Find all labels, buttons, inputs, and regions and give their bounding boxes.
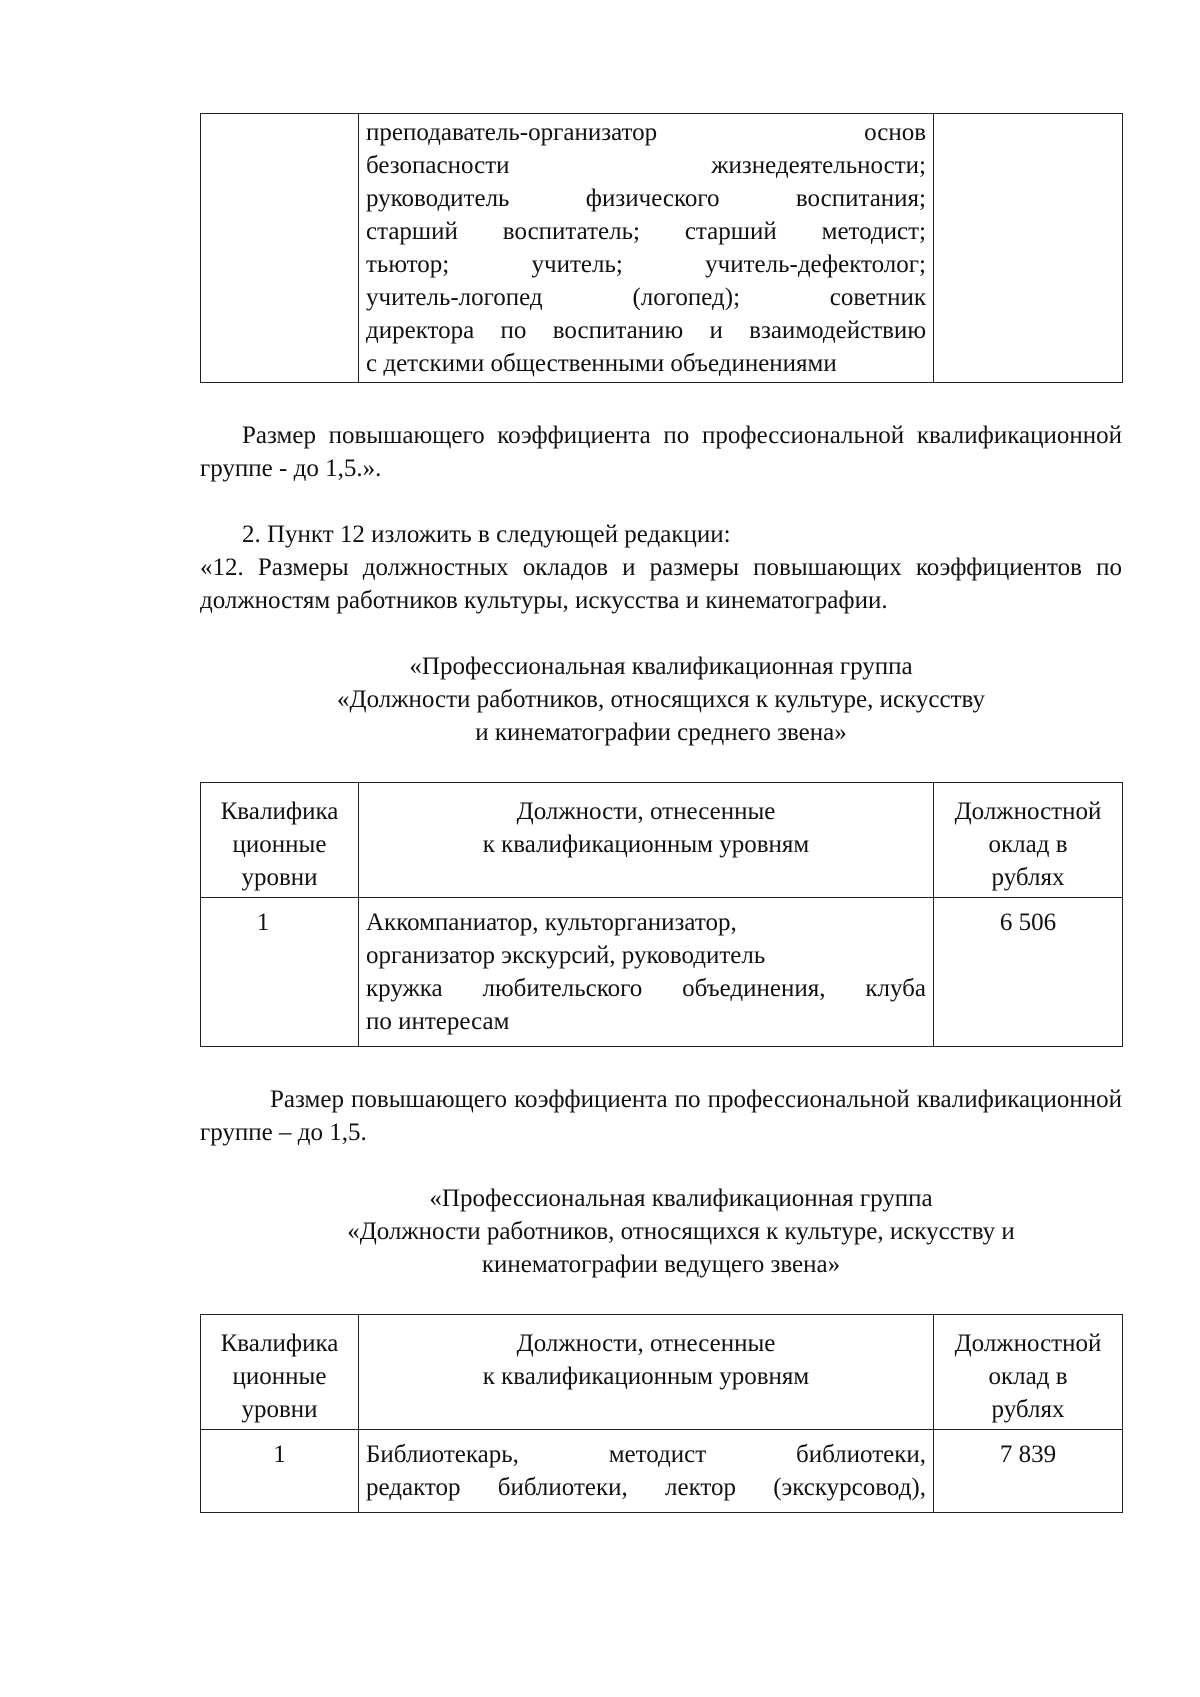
document-page <box>200 113 1122 1513</box>
header-salary: Должностной оклад в рублях <box>934 783 1123 898</box>
text-line: старший воспитатель; старший методист; <box>366 218 926 245</box>
coefficient-paragraph: Размер повышающего коэффициента по профессиональной квалификационной группе – до 1,5. <box>200 1086 1122 1146</box>
positions-value: Аккомпаниатор, культорганизатор, организатор экскурсий, руководитель кружка любительского объединения, клуба по интересам <box>359 898 934 1047</box>
group-title-line: «Должности работников, относящихся к культуре, искусству <box>337 686 985 713</box>
positions-cell <box>359 114 934 383</box>
salary-value: 7 839 <box>934 1430 1123 1513</box>
header-level: Квалифика ционные уровни <box>201 1315 359 1430</box>
salary-table-middle <box>200 782 1123 1047</box>
header-level: Квалифика ционные уровни <box>201 783 359 898</box>
group-title-middle <box>200 650 1122 749</box>
group-title-line: «Профессиональная квалификационная группа <box>429 1185 933 1212</box>
group-title-line: «Должности работников, относящихся к культуре, искусству и <box>347 1218 1015 1245</box>
item-heading: 2. Пункт 12 изложить в следующей редакции: <box>242 521 731 548</box>
salary-cell <box>934 114 1123 383</box>
table-header-row <box>201 1315 1123 1430</box>
table-row <box>201 114 1123 383</box>
text-line: тьютор; учитель; учитель-дефектолог; <box>366 251 926 278</box>
header-positions: Должности, отнесенные к квалификационным уровням <box>359 1315 934 1430</box>
item-12-paragraph: «12. Размеры должностных окладов и размеры повышающих коэффициентов по должностям работников культуры, искусства и кинематографии. <box>200 554 1122 614</box>
level-value: 1 <box>201 1430 359 1513</box>
group-title-leading <box>200 1182 1122 1281</box>
table-row <box>201 898 1123 1047</box>
text-line: преподаватель-организатор основ <box>366 119 926 146</box>
text-line: безопасности жизнедеятельности; <box>366 152 926 179</box>
header-positions: Должности, отнесенные к квалификационным уровням <box>359 783 934 898</box>
header-salary: Должностной оклад в рублях <box>934 1315 1123 1430</box>
level-cell <box>201 114 359 383</box>
salary-value: 6 506 <box>934 898 1123 1047</box>
group-title-line: и кинематографии среднего звена» <box>475 719 847 746</box>
table-header-row <box>201 783 1123 898</box>
level-value: 1 <box>201 898 359 1047</box>
coefficient-paragraph: Размер повышающего коэффициента по профессиональной квалификационной группе - до 1,5.». <box>200 422 1122 482</box>
positions-value: Библиотекарь, методист библиотеки, редактор библиотеки, лектор (экскурсовод), <box>359 1430 934 1513</box>
group-title-line: «Профессиональная квалификационная группа <box>409 653 913 680</box>
group-title-line: кинематографии ведущего звена» <box>481 1251 841 1278</box>
salary-table-leading <box>200 1314 1123 1513</box>
text-line: руководитель физического воспитания; <box>366 185 926 212</box>
table-row <box>201 1430 1123 1513</box>
text-line: директора по воспитанию и взаимодействию <box>366 317 926 344</box>
positions-table-continued <box>200 113 1123 383</box>
text-line: с детскими общественными объединениями <box>366 350 837 377</box>
text-line: учитель-логопед (логопед); советник <box>366 284 926 311</box>
